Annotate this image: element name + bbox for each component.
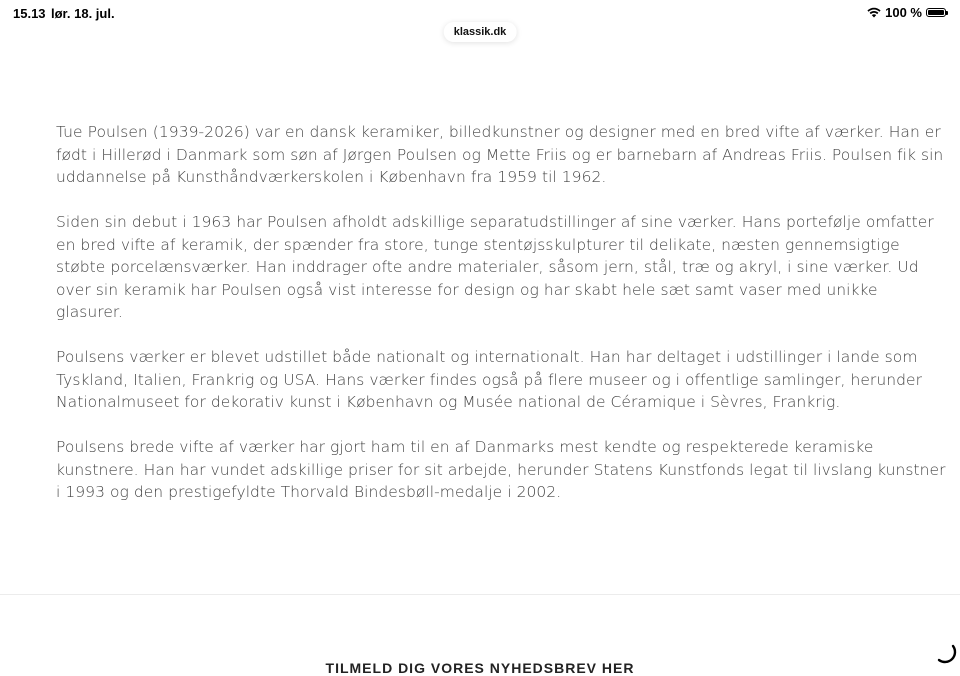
newsletter-heading[interactable]: TILMELD DIG VORES NYHEDSBREV HER <box>325 660 635 676</box>
status-time: 15.13 <box>13 6 46 21</box>
battery-icon <box>926 8 946 17</box>
article-paragraph: Tue Poulsen (1939-2026) var en dansk keramiker, billedkunstner og designer med en bred vifte af værker. Han er født i Hillerød i Danmark som søn af Jørgen Poulsen og Mette Friis og er barnebarn af Andreas Friis. Poulsen fik sin uddannelse på Kunsthåndværkerskolen i København fra 1959 til 1962. <box>56 123 944 186</box>
article-paragraph: Siden sin debut i 1963 har Poulsen afholdt adskillige separatudstillinger af sine værker. Hans portefølje omfatter en bred vifte af keramik, der spænder fra store, tunge stentøjsskulpturer til delikate, næsten gennemsigtige støbte porcelænsværker. Han inddrager ofte andre materialer, såsom jern, stål, træ og akryl, i sine værker. Ud over sin keramik har Poulsen også vist interesse for design og har skabt hele sæt samt vaser med unikke glasurer. <box>56 213 934 321</box>
status-date: lør. 18. jul. <box>51 6 115 21</box>
article-paragraph: Poulsens brede vifte af værker har gjort ham til en af Danmarks mest kendte og respekterede keramiske kunstnere. Han har vundet adskillige priser for sit arbejde, herunder Statens Kunstfonds legat til livslang kunstner i 1993 og den prestigefyldte Thorvald Bindesbøll-medalje i 2002. <box>56 438 946 501</box>
article-body <box>56 121 946 526</box>
article-paragraph: Poulsens værker er blevet udstillet både nationalt og internationalt. Han har deltaget i udstillinger i lande som Tyskland, Italien, Frankrig og USA. Hans værker findes også på flere museer og i offentlige samlinger, herunder Nationalmuseet for dekorativ kunst i København og Musée national de Céramique i Sèvres, Frankrig. <box>56 348 922 411</box>
wifi-icon <box>867 7 881 18</box>
loading-spinner-icon <box>936 643 956 663</box>
section-divider <box>0 594 960 595</box>
address-bar[interactable]: klassik.dk <box>444 22 517 42</box>
battery-percent: 100 % <box>885 5 922 20</box>
status-right <box>867 5 946 20</box>
